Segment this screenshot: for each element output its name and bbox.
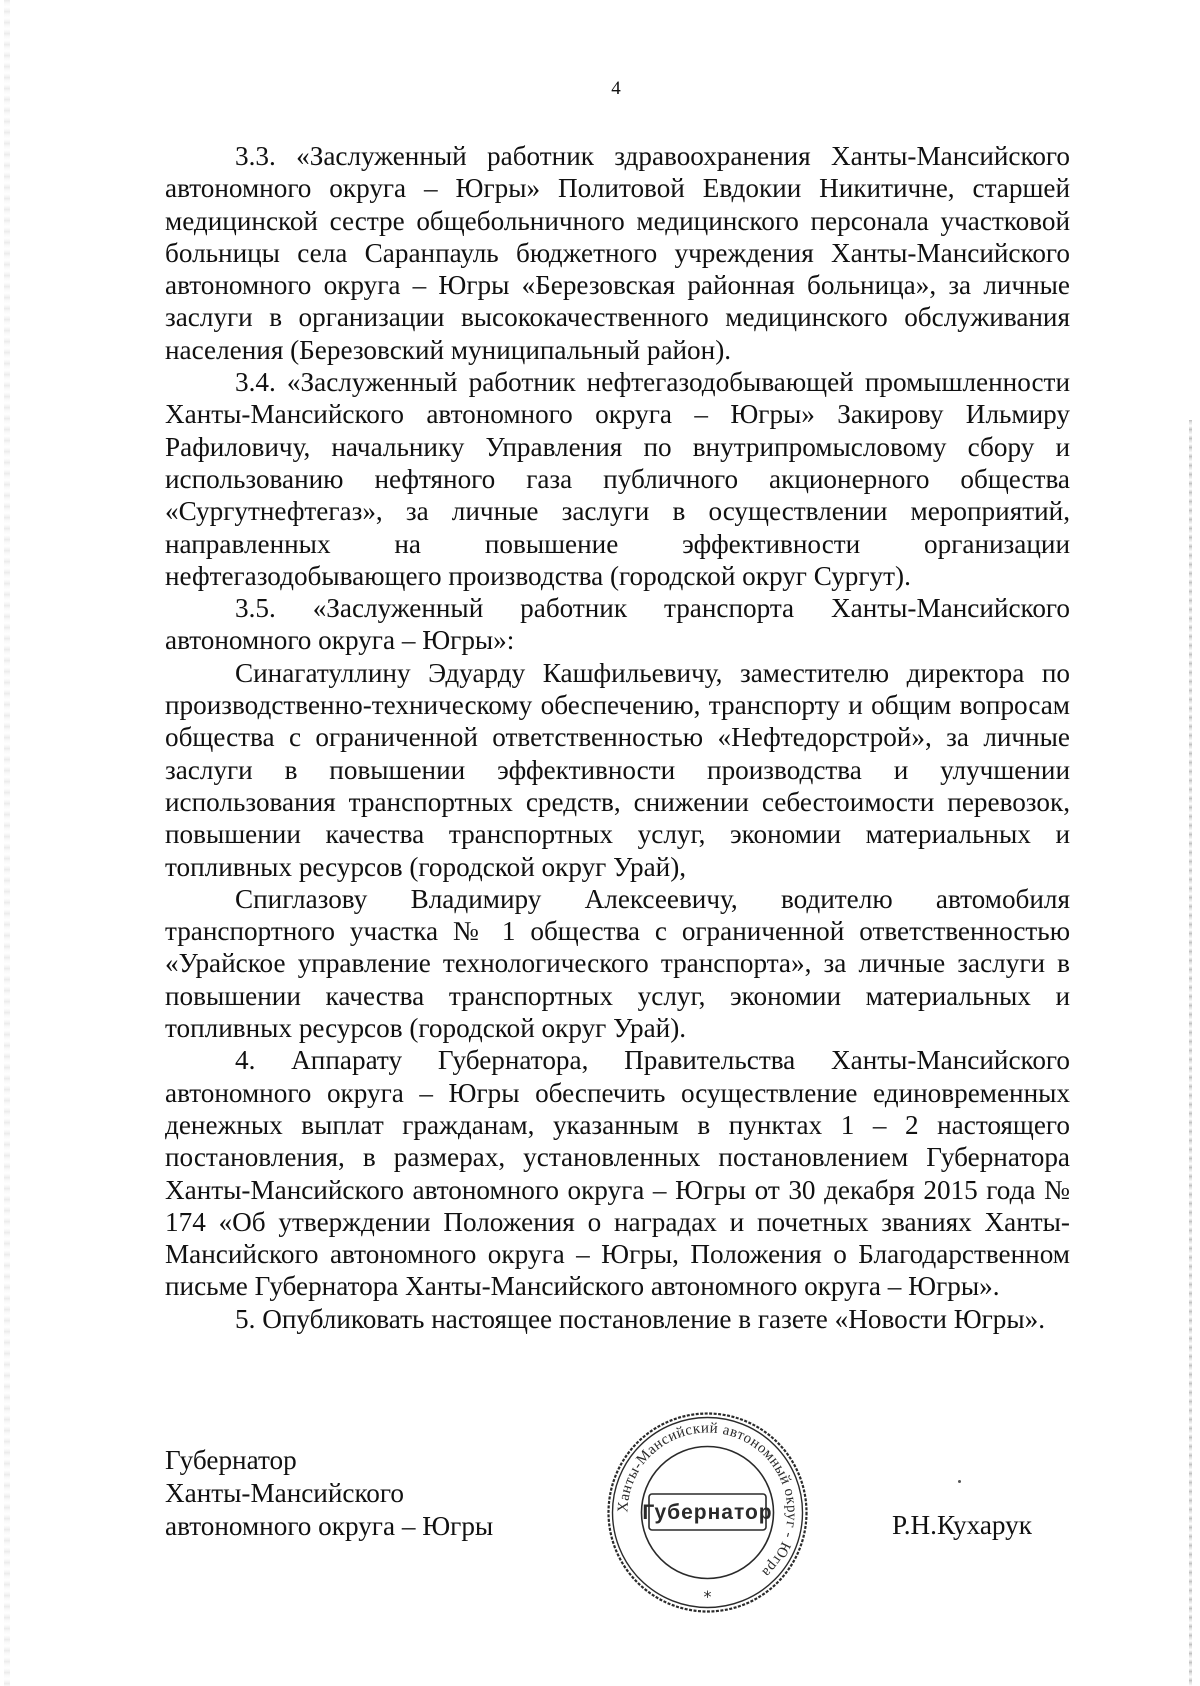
scan-edge-left bbox=[4, 0, 10, 1686]
paragraph-4: 4. Аппарату Губернатора, Правительства Ханты-Мансийского автономного округа – Югры обеспечить осуществление единовременных денежных выплат гражданам, указанным в пунктах 1 – 2 настоящего постановления, в размерах, установленных постановлением Губернатора Ханты-Мансийского автономного округа – Югры от 30 декабря 2015 года № 174 «Об утверждении Положения о наградах и почетных званиях Ханты-Мансийского автономного округа – Югры, Положения о Благодарственном письме Губернатора Ханты-Мансийского автономного округа – Югры». bbox=[165, 1045, 1070, 1302]
signature-title-line: Губернатор bbox=[165, 1445, 297, 1475]
paragraph-3-5-awardee-1: Синагатуллину Эдуарду Кашфильевичу, заместителю директора по производственно-техническому обеспечению, транспорту и общим вопросам общества с ограниченной ответственностью «Нефтедорстрой», за личные заслуги в повышении эффективности производства и улучшении использования транспортных средств, снижении себестоимости перевозок, повышении качества транспортных услуг, экономии материальных и топливных ресурсов (городской округ Урай), bbox=[165, 657, 1070, 882]
signature-title-line: автономного округа – Югры bbox=[165, 1511, 494, 1541]
paragraph-3-4: 3.4. «Заслуженный работник нефтегазодобывающей промышленности Ханты-Мансийского автономного округа – Югры» Закирову Ильмиру Рафиловичу, начальнику Управления по внутрипромысловому сбору и использованию нефтяного газа публичного акционерного общества «Сургутнефтегаз», за личные заслуги в осуществлении мероприятий, направленных на повышение эффективности организации нефтегазодобывающего производства (городской округ Сургут). bbox=[165, 367, 1070, 591]
official-seal-stamp bbox=[605, 1410, 810, 1615]
page-number: 4 bbox=[611, 78, 621, 99]
signer-name: Р.Н.Кухарук bbox=[892, 1510, 1032, 1540]
scan-edge-right bbox=[1189, 420, 1192, 1686]
seal-center-text: Губернатор bbox=[642, 1501, 773, 1524]
paragraph-3-5: 3.5. «Заслуженный работник транспорта Ханты-Мансийского автономного округа – Югры»: bbox=[165, 593, 1070, 656]
seal-star-icon: * bbox=[703, 1587, 712, 1606]
document-body bbox=[165, 140, 1070, 1335]
signature-ink-dot bbox=[958, 1480, 961, 1483]
signature-title-line: Ханты-Мансийского bbox=[165, 1478, 404, 1508]
paragraph-3-5-awardee-2: Спиглазову Владимиру Алексеевичу, водителю автомобиля транспортного участка № 1 общества с ограниченной ответственностью «Урайское управление технологического транспорта», за личные заслуги в повышении качества транспортных услуг, экономии материальных и топливных ресурсов (городской округ Урай). bbox=[165, 883, 1070, 1044]
seal-ring-text: Ханты-Мансийский автономный округ - Югра bbox=[615, 1420, 800, 1581]
paragraph-5: 5. Опубликовать настоящее постановление в газете «Новости Югры». bbox=[235, 1303, 1046, 1334]
paragraph-3-3: 3.3. «Заслуженный работник здравоохранения Ханты-Мансийского автономного округа – Югры» Политовой Евдокии Никитичне, старшей медицинской сестре общебольничного медицинского персонала участковой больницы села Саранпауль бюджетного учреждения Ханты-Мансийского автономного округа – Югры «Березовская районная больница», за личные заслуги в организации высококачественного медицинского обслуживания населения (Березовский муниципальный район). bbox=[165, 141, 1070, 365]
signature-title bbox=[165, 1444, 493, 1543]
